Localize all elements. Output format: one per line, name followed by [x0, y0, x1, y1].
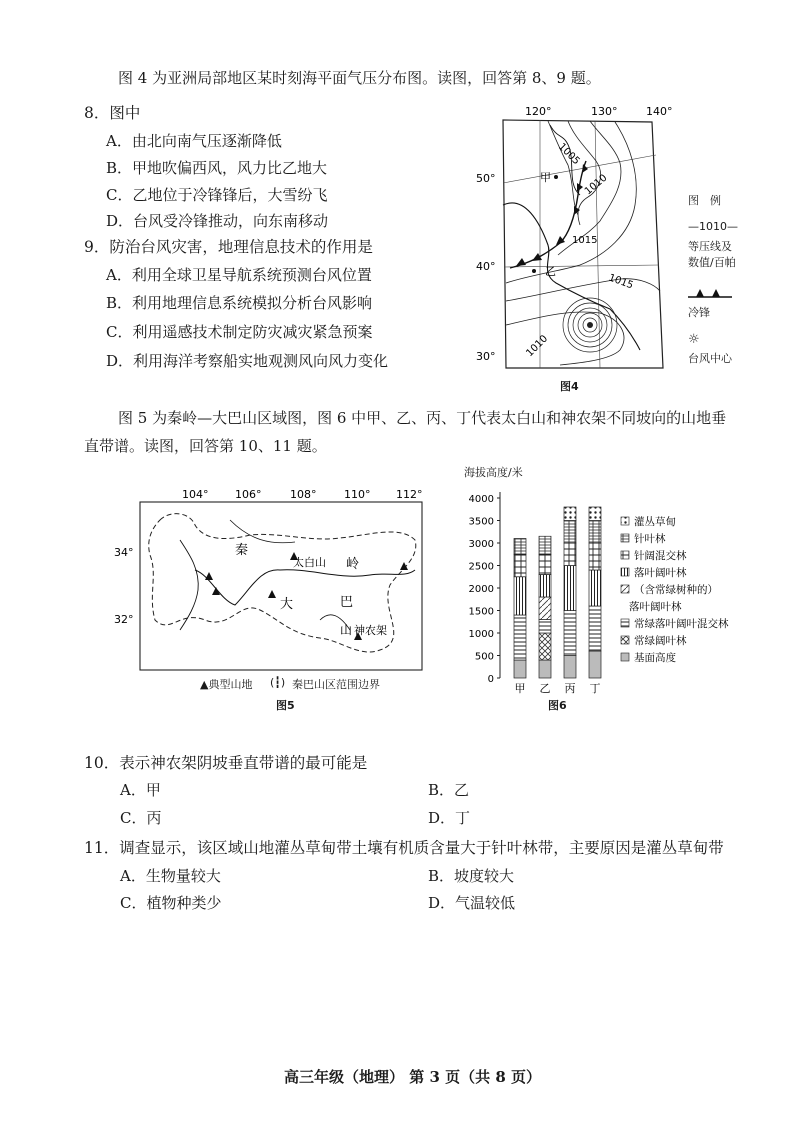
fig5-legend-boundary: 秦巴山区范围边界 [292, 678, 380, 691]
fig5-legend-mountain: ▲典型山地 [200, 678, 253, 691]
fig6-bar-segment [564, 507, 576, 521]
figure-4-pressure-map [470, 95, 700, 395]
q9-option-b: B．利用地理信息系统模拟分析台风影响 [106, 294, 373, 312]
q10-option-a: A．甲 [120, 781, 161, 799]
fig6-bar-segment [589, 570, 601, 606]
fig6-legend [621, 515, 729, 664]
fig4-isobar-label-1015a: 1015 [572, 235, 598, 246]
fig6-bar-segment [539, 633, 551, 660]
fig4-isobar-label-1015b: 1015 [606, 272, 635, 292]
fig4-isobar-label-1010b: 1010 [524, 333, 551, 360]
fig6-caption: 图6 [548, 699, 567, 712]
fig4-lat-40: 40° [476, 260, 496, 273]
fig5-label-shennongjia: 神农架 [354, 624, 387, 637]
q11-option-a: A．生物量较大 [120, 867, 221, 885]
figure-6-vertical-zone-chart [458, 480, 788, 710]
fig4-place-jia: 甲 [540, 171, 551, 184]
fig5-mountain-w1 [205, 572, 213, 580]
fig5-caption: 图5 [276, 699, 295, 712]
fig4-legend-isobar-text1: 等压线及 [688, 240, 732, 253]
q8-option-a: A．由北向南气压逐渐降低 [106, 132, 282, 150]
q9-option-c: C．利用遥感技术制定防灾减灾紧急预案 [106, 323, 373, 341]
fig6-bar-segment [564, 656, 576, 679]
fig6-bar-segment [589, 521, 601, 544]
q10-option-b: B．乙 [428, 781, 470, 799]
fig6-bar-segment [564, 611, 576, 656]
fig5-mountain-daba [268, 590, 276, 598]
q11-option-d: D．气温较低 [428, 894, 516, 912]
fig6-bar-segment [514, 615, 526, 660]
fig4-legend-isobar-sample: —1010— [688, 220, 738, 233]
fig6-legend-label: 落叶阔叶林 [634, 567, 687, 579]
fig6-y-tick-label: 2500 [468, 561, 494, 573]
fig4-caption: 图4 [560, 380, 579, 393]
fig6-legend-swatch [621, 585, 629, 593]
fig6-legend-swatch [621, 551, 629, 559]
fig6-legend-label: 灌丛草甸 [634, 516, 676, 528]
fig6-y-tick-label: 3500 [468, 516, 494, 528]
page-footer: 高三年级（地理） 第 3 页（共 8 页） [284, 1068, 541, 1086]
fig6-category-label: 甲 [514, 682, 526, 695]
fig6-bar-segment [514, 577, 526, 615]
fig6-bar-segment [564, 521, 576, 544]
figure-5-qinba-map [110, 480, 440, 695]
q10-stem: 10．表示神农架阴坡垂直带谱的最可能是 [84, 754, 368, 772]
fig5-lon-110: 110° [344, 488, 371, 501]
fig6-legend-label: 针叶林 [634, 533, 666, 545]
fig6-bar-segment [539, 597, 551, 620]
fig6-bar-segment [514, 660, 526, 678]
q11-option-c: C．植物种类少 [120, 894, 222, 912]
fig6-legend-label: 落叶阔叶林 [629, 601, 682, 613]
fig4-isobar-label-1005: 1005 [555, 141, 582, 168]
fig5-lat-32: 32° [114, 613, 134, 626]
fig6-legend-swatch [621, 534, 629, 542]
fig4-isobar-label-1010: 1010 [582, 172, 610, 198]
fig6-y-tick-label: 1000 [468, 629, 494, 640]
fig4-lon-120: 120° [525, 105, 552, 118]
fig6-bar-segment [564, 566, 576, 611]
intro-fig4: 图 4 为亚洲局部地区某时刻海平面气压分布图。读图，回答第 8、9 题。 [118, 69, 601, 87]
fig6-y-tick-label: 4000 [468, 494, 494, 505]
q8-option-b: B．甲地吹偏西风，风力比乙地大 [106, 159, 328, 177]
fig5-lat-34: 34° [114, 546, 134, 559]
fig6-category-label: 丙 [564, 682, 576, 695]
fig6-bar-segment [589, 543, 601, 570]
intro-fig5-line2: 直带谱。读图，回答第 10、11 题。 [84, 437, 327, 455]
fig6-y-tick-label: 2000 [468, 584, 494, 595]
fig6-y-axis-title: 海拔高度/米 [464, 466, 523, 479]
fig6-category-label: 丁 [589, 682, 601, 695]
fig6-legend-swatch [621, 653, 629, 661]
fig4-lat-50: 50° [476, 172, 496, 185]
q10-option-c: C．丙 [120, 809, 162, 827]
fig6-category-label: 乙 [539, 682, 551, 695]
q9-option-a: A．利用全球卫星导航系统预测台风位置 [106, 266, 372, 284]
fig6-y-tick-label: 3000 [468, 539, 494, 550]
fig6-legend-swatch [621, 636, 629, 644]
q11-option-b: B．坡度较大 [428, 867, 515, 885]
fig5-label-ling: 岭 [346, 557, 360, 572]
fig6-legend-swatch [621, 517, 629, 525]
fig5-label-ba: 巴 [340, 595, 354, 610]
fig5-lon-112: 112° [396, 488, 423, 501]
fig6-y-tick-label: 1500 [468, 606, 494, 618]
fig5-frame [140, 502, 422, 670]
q10-option-d: D．丁 [428, 809, 471, 827]
fig6-bar-segment [514, 539, 526, 555]
fig5-label-shan: 山 [340, 623, 353, 637]
typhoon-icon: ☼ [688, 332, 700, 347]
fig6-legend-swatch [621, 619, 629, 627]
intro-fig5-line1: 图 5 为秦岭—大巴山区域图，图 6 中甲、乙、丙、丁代表太白山和神农架不同坡向的山地垂 [118, 409, 727, 427]
fig6-legend-label: 基面高度 [634, 652, 676, 664]
fig4-lon-140: 140° [646, 105, 673, 118]
fig4-legend-typhoon: 台风中心 [688, 352, 732, 365]
fig6-bar-segment [539, 620, 551, 634]
fig5-lon-108: 108° [290, 488, 317, 501]
fig6-axis [469, 492, 500, 685]
fig4-place-yi: 乙 [545, 265, 556, 278]
fig6-bars [514, 507, 601, 695]
fig6-legend-label: 常绿落叶阔叶混交林 [634, 618, 729, 630]
fig6-bar-segment [564, 543, 576, 566]
fig4-lon-130: 130° [591, 105, 618, 118]
fig5-mountain-w2 [212, 587, 220, 595]
fig6-bar-segment [589, 606, 601, 651]
fig4-lat-30: 30° [476, 350, 496, 363]
fig5-lon-104: 104° [182, 488, 209, 501]
fig6-legend-label: 针阔混交林 [634, 550, 687, 562]
fig6-bar-segment [539, 660, 551, 678]
q8-option-c: C．乙地位于冷锋锋后，大雪纷飞 [106, 186, 328, 204]
fig6-bar-segment [514, 554, 526, 577]
q8-option-d: D．台风受冷锋推动，向东南移动 [106, 212, 329, 230]
fig6-y-tick-label: 0 [487, 674, 494, 685]
fig5-label-qin: 秦 [235, 543, 249, 558]
fig5-lon-106: 106° [235, 488, 262, 501]
fig4-legend-title: 图 例 [688, 194, 721, 207]
fig4-legend-front: 冷锋 [688, 306, 710, 319]
fig6-bar-segment [539, 536, 551, 554]
fig6-bar-segment [589, 651, 601, 678]
fig6-legend-label: 常绿阔叶林 [634, 635, 687, 647]
fig6-legend-swatch [621, 568, 629, 576]
fig6-y-tick-label: 500 [474, 651, 494, 663]
q9-stem: 9．防治台风灾害，地理信息技术的作用是 [84, 238, 373, 256]
q8-stem: 8．图中 [84, 104, 141, 122]
fig4-legend-front-symbol [686, 286, 736, 300]
fig5-label-taibai: 太白山 [293, 556, 326, 569]
fig4-typhoon-center [587, 322, 593, 328]
fig6-bar-segment [539, 575, 551, 598]
q11-stem: 11．调查显示，该区域山地灌丛草甸带土壤有机质含量大于针叶林带，主要原因是灌丛草甸带 [84, 839, 724, 857]
fig5-legend-boundary-icon: (┇) [270, 676, 286, 689]
fig4-legend-isobar-text2: 数值/百帕 [688, 256, 736, 269]
fig6-bar-segment [539, 554, 551, 574]
fig6-bar-segment [589, 507, 601, 521]
fig5-label-da: 大 [280, 597, 294, 612]
fig6-legend-label: （含常绿树种的） [634, 584, 718, 596]
q9-option-d: D．利用海洋考察船实地观测风向风力变化 [106, 352, 389, 370]
